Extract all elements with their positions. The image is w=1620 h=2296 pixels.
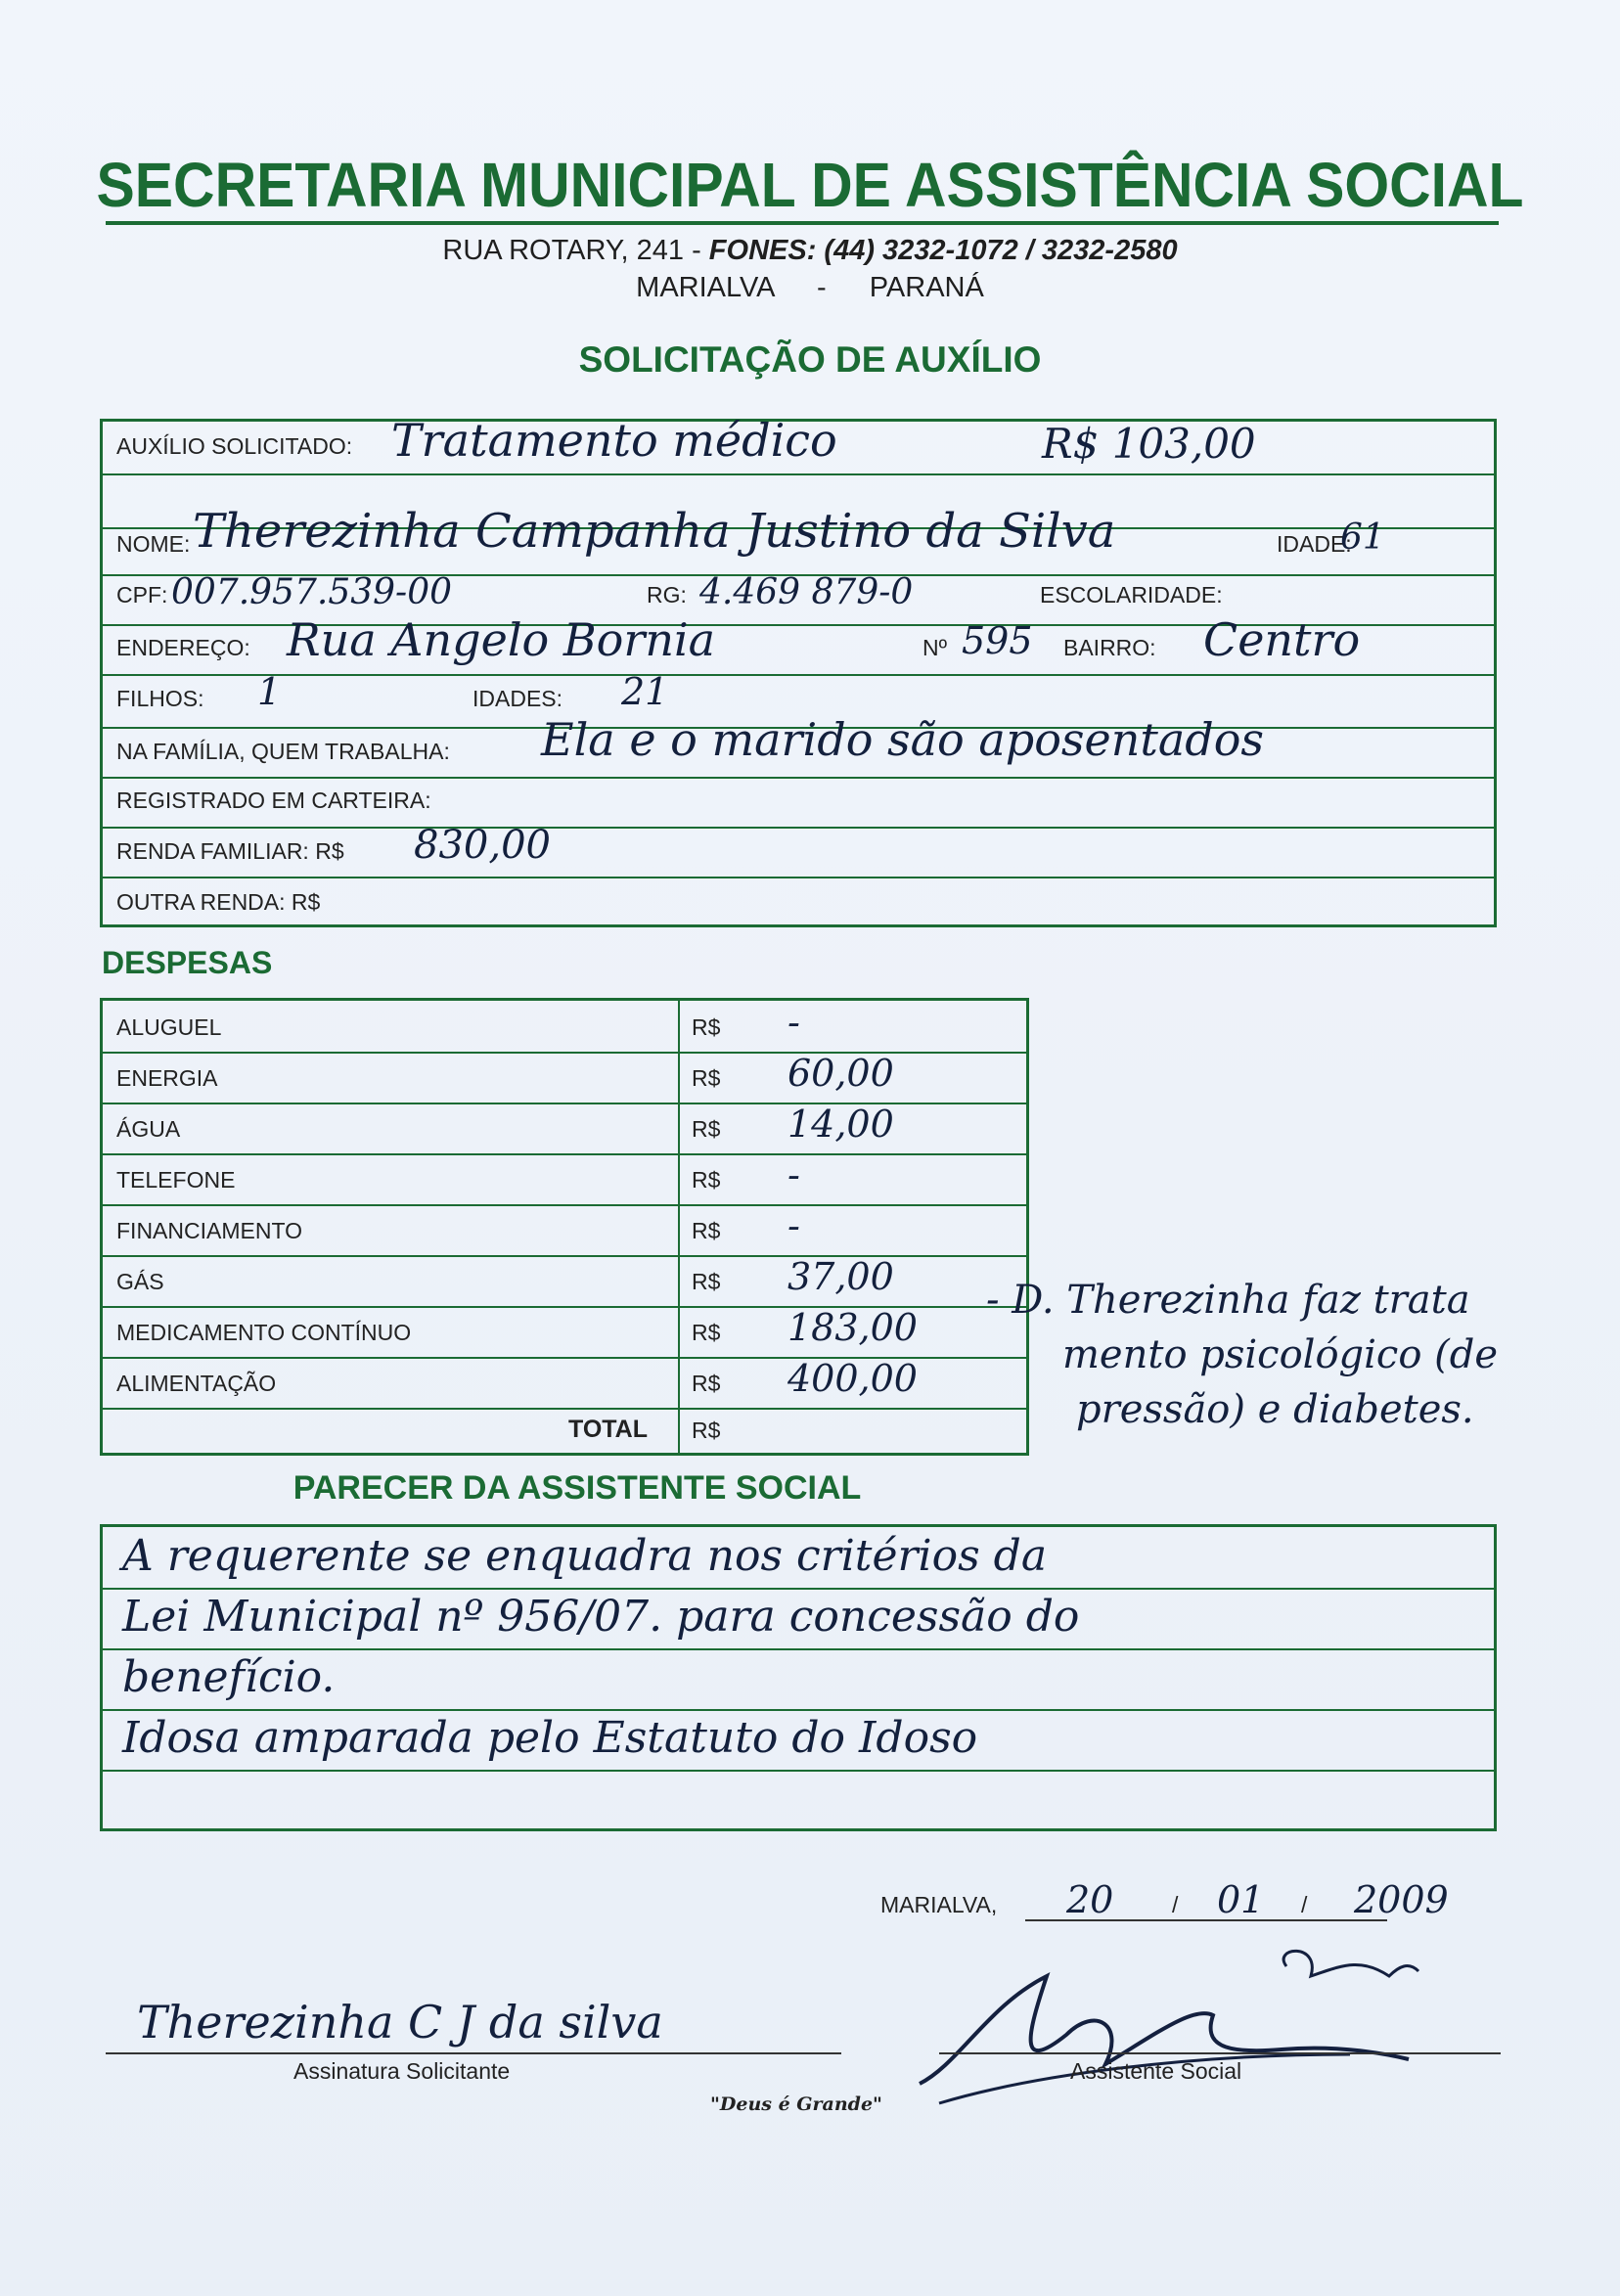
filhos-value: 1	[257, 670, 282, 713]
despesa-value: 400,00	[788, 1357, 918, 1400]
despesa-label: ÁGUA	[116, 1116, 181, 1142]
applicant-signature-label: Assinatura Solicitante	[293, 2058, 511, 2084]
despesas-note-2: mento psicológico (de	[1062, 1332, 1498, 1377]
despesa-label: ALUGUEL	[116, 1014, 222, 1040]
date-month: 01	[1217, 1878, 1265, 1921]
despesa-value: 183,00	[788, 1306, 918, 1349]
filhos-label: FILHOS:	[116, 686, 204, 711]
despesa-currency: R$	[692, 1320, 721, 1345]
trabalha-value: Ela e o marido são aposentados	[541, 713, 1265, 766]
date-sep-1: /	[1172, 1892, 1179, 1917]
despesa-currency: R$	[692, 1167, 721, 1193]
despesa-currency: R$	[692, 1218, 721, 1243]
idades-label: IDADES:	[472, 686, 563, 711]
parecer-line: Lei Municipal nº 956/07. para concessão do	[122, 1592, 1080, 1642]
despesa-value: 14,00	[788, 1103, 894, 1146]
header-city: MARIALVA	[636, 272, 774, 303]
header-separator: -	[816, 272, 827, 303]
cpf-label: CPF:	[116, 582, 168, 608]
auxilio-label: AUXÍLIO SOLICITADO:	[116, 433, 353, 459]
date-city: MARIALVA,	[880, 1892, 998, 1917]
bairro-label: BAIRRO:	[1063, 635, 1156, 660]
idade-label: IDADE:	[1277, 531, 1352, 557]
rg-label: RG:	[647, 582, 687, 608]
outra-renda-label: OUTRA RENDA: R$	[116, 889, 321, 915]
despesas-table	[100, 998, 1029, 1456]
despesa-label: ENERGIA	[116, 1065, 218, 1091]
despesa-value: -	[788, 1153, 800, 1196]
header-state: PARANÁ	[869, 272, 984, 303]
despesas-note-3: pressão) e diabetes.	[1076, 1387, 1474, 1432]
cpf-value: 007.957.539-00	[171, 572, 452, 612]
trabalha-label: NA FAMÍLIA, QUEM TRABALHA:	[116, 739, 450, 764]
parecer-line: benefício.	[122, 1652, 336, 1702]
despesa-value: 37,00	[788, 1255, 894, 1298]
address-phones: FONES: (44) 3232-1072 / 3232-2580	[708, 235, 1178, 266]
idades-value: 21	[621, 670, 669, 713]
header-title: SECRETARIA MUNICIPAL DE ASSISTÊNCIA SOCIAL	[96, 150, 1524, 220]
nome-value: Therezinha Campanha Justino da Silva	[193, 504, 1116, 559]
despesa-value: 60,00	[788, 1052, 894, 1095]
date-day: 20	[1066, 1878, 1114, 1921]
despesa-value: -	[788, 1204, 800, 1247]
escolaridade-label: ESCOLARIDADE:	[1040, 582, 1223, 608]
despesa-currency: R$	[692, 1014, 721, 1040]
despesa-label: ALIMENTAÇÃO	[116, 1371, 277, 1396]
motto: "Deus é Grande"	[710, 2093, 882, 2115]
form-title: SOLICITAÇÃO DE AUXÍLIO	[578, 339, 1042, 380]
parecer-box	[100, 1524, 1497, 1831]
social-worker-label: Assistente Social	[1070, 2058, 1242, 2084]
despesa-label: FINANCIAMENTO	[116, 1218, 302, 1243]
despesa-label: TELEFONE	[116, 1167, 236, 1193]
rg-value: 4.469 879-0	[699, 572, 914, 612]
date-sep-2: /	[1301, 1892, 1308, 1917]
date-year: 2009	[1354, 1878, 1449, 1921]
renda-label: RENDA FAMILIAR: R$	[116, 838, 344, 864]
bairro-value: Centro	[1203, 613, 1361, 666]
numero-label: Nº	[922, 635, 948, 660]
address-street: RUA ROTARY, 241 -	[442, 235, 709, 266]
parecer-title: PARECER DA ASSISTENTE SOCIAL	[292, 1469, 862, 1507]
idade-value: 61	[1340, 518, 1385, 558]
auxilio-value: Tratamento médico	[391, 414, 837, 467]
endereco-label: ENDEREÇO:	[116, 635, 250, 660]
numero-value: 595	[962, 619, 1033, 662]
applicant-box	[100, 414, 1497, 927]
nome-label: NOME:	[116, 531, 191, 557]
renda-value: 830,00	[414, 823, 551, 868]
despesa-currency: R$	[692, 1116, 721, 1142]
social-worker-signature-icon	[900, 1947, 1507, 2123]
header-address	[0, 235, 1620, 267]
endereco-value: Rua Angelo Bornia	[287, 613, 716, 666]
despesa-value: -	[788, 1001, 800, 1044]
header-city-line	[0, 272, 1620, 304]
total-currency: R$	[692, 1418, 721, 1443]
despesa-currency: R$	[692, 1065, 721, 1091]
applicant-signature: Therezinha C J da silva	[137, 1996, 663, 2048]
parecer-line: A requerente se enquadra nos critérios da	[122, 1531, 1048, 1581]
auxilio-amount: R$ 103,00	[1042, 420, 1256, 468]
carteira-label: REGISTRADO EM CARTEIRA:	[116, 788, 431, 813]
despesa-currency: R$	[692, 1371, 721, 1396]
header-rule	[106, 221, 1499, 225]
despesas-title: DESPESAS	[102, 945, 273, 980]
despesa-label: GÁS	[116, 1269, 164, 1294]
total-label: TOTAL	[568, 1416, 649, 1443]
despesa-currency: R$	[692, 1269, 721, 1294]
despesas-note-1: - D. Therezinha faz trata	[986, 1278, 1470, 1323]
despesa-label: MEDICAMENTO CONTÍNUO	[116, 1320, 412, 1345]
parecer-line: Idosa amparada pelo Estatuto do Idoso	[122, 1713, 978, 1763]
date-line	[880, 1878, 1507, 1937]
